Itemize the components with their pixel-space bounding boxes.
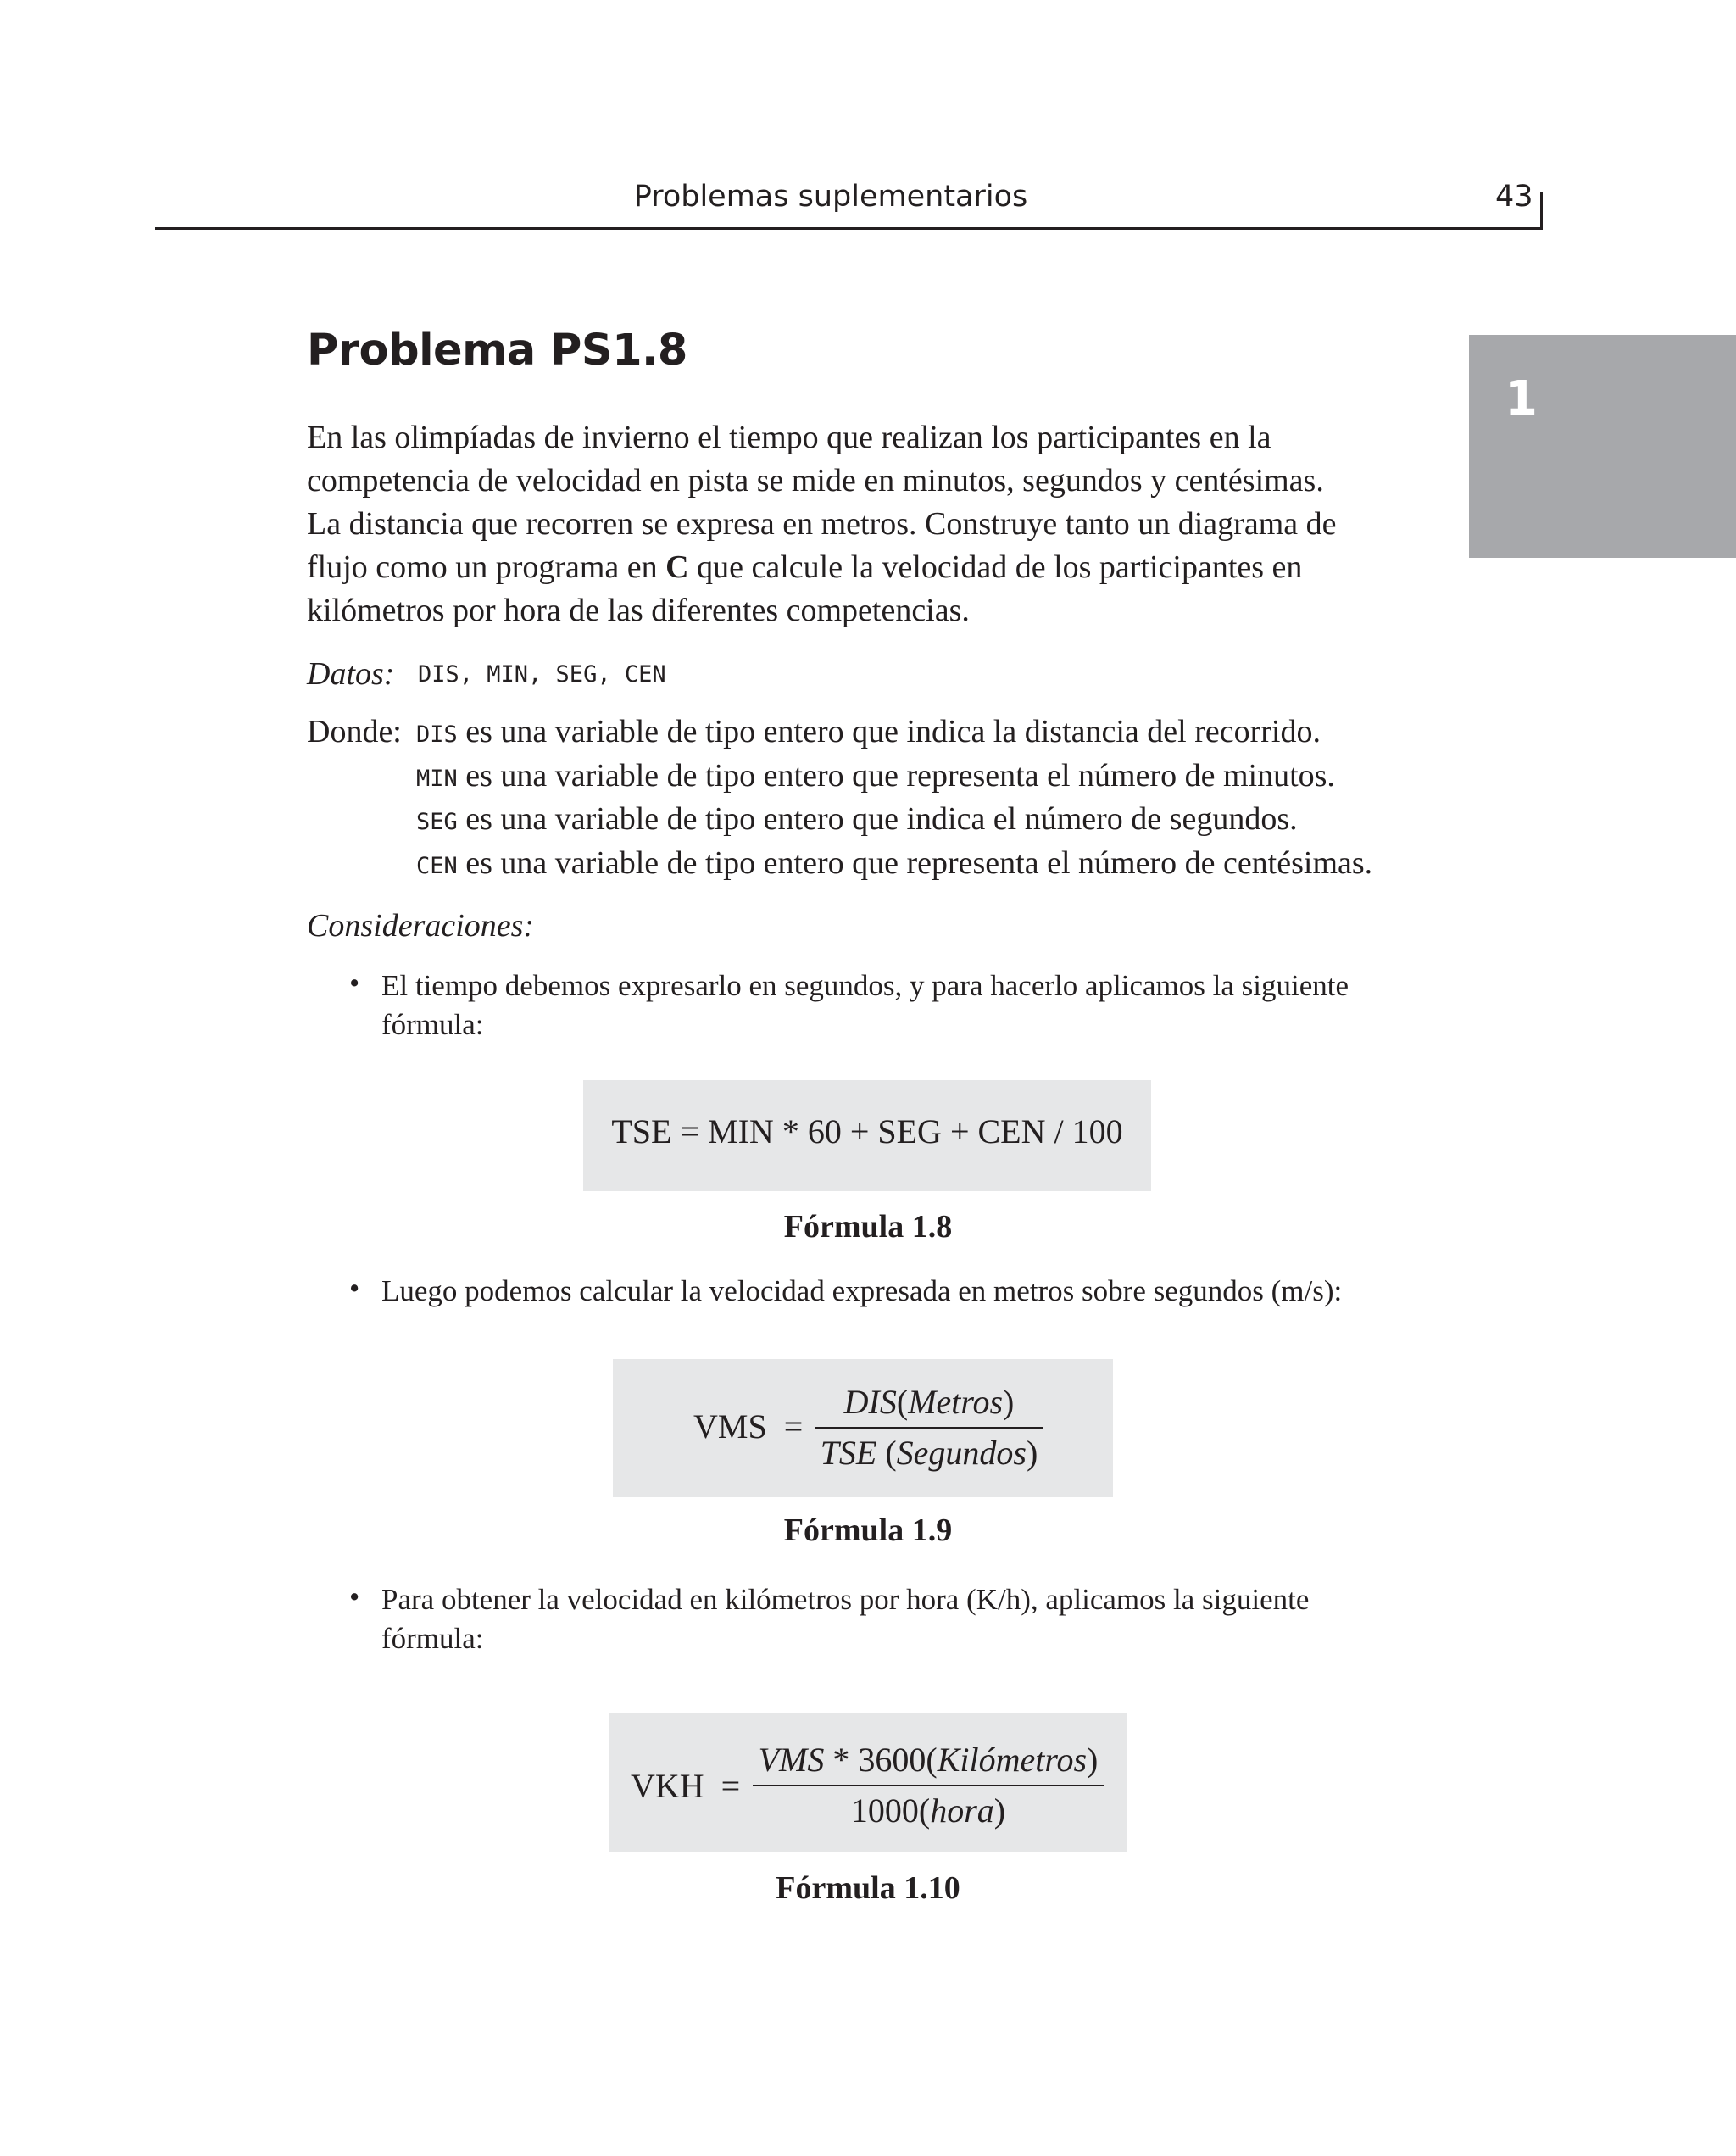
chapter-tab-number: 1 [1505,371,1538,426]
variable-name: SEG [416,809,458,835]
intro-line: kilómetros por hora de las diferentes competencias. [307,593,970,628]
bullet-line: Luego podemos calcular la velocidad expresada en metros sobre segundos (m/s): [381,1274,1343,1307]
intro-text: que calcule la velocidad de los participantes en [688,549,1303,585]
formula-1-8-expression: TSE = MIN * 60 + SEG + CEN / 100 [611,1112,1123,1150]
variable-definition [416,800,1298,838]
page-number: 43 [1495,180,1533,214]
formula-caption: Fórmula 1.9 [783,1513,953,1548]
variable-description: es una variable de tipo entero que representa el número de minutos. [457,758,1335,794]
formula-1-9-lhs [693,1407,803,1446]
numerator-operator: * 3600 [824,1741,926,1779]
bullet-line: El tiempo debemos expresarlo en segundos, y para hacerlo aplicamos la siguiente [381,969,1349,1002]
bullet-line: fórmula: [381,1008,484,1041]
header-rule [155,227,1543,230]
formula-1-10-denominator: 1000(hora) [850,1791,1006,1830]
formula-lhs-symbol: VKH [631,1767,704,1805]
bullet-text [381,1580,1424,1658]
fraction-bar [753,1785,1104,1786]
formula-1-10-lhs [631,1766,740,1806]
chapter-tab [1469,335,1736,558]
numerator-unit: Kilómetros [937,1741,1088,1779]
equals-sign: = [783,1407,804,1446]
formula-1-10-numerator: VMS * 3600(Kilómetros) [758,1741,1099,1779]
intro-line: La distancia que recorren se expresa en metros. Construye tanto un diagrama de [307,506,1337,542]
variable-description: es una variable de tipo entero que indica el número de segundos. [457,801,1298,837]
formula-caption: Fórmula 1.8 [783,1209,953,1245]
variable-name: CEN [416,853,458,879]
donde-label: Donde: [307,714,402,749]
fraction-bar [815,1427,1043,1429]
formula-1-9-denominator: TSE (Segundos) [820,1434,1038,1472]
problem-title: Problema PS1.8 [307,326,687,376]
intro-text: flujo como un programa en [307,549,666,585]
variable-name: DIS [416,721,458,748]
numerator-variable: DIS [843,1383,897,1421]
consideraciones-label: Consideraciones: [307,908,535,944]
equals-sign: = [721,1767,741,1805]
bullet-line: fórmula: [381,1622,484,1655]
denominator-value: 1000 [850,1791,919,1830]
numerator-unit: Metros [908,1383,1004,1421]
running-header-title: Problemas suplementarios [633,180,1028,214]
formula-lhs-symbol: VMS [693,1407,767,1446]
language-name: C [665,549,689,585]
bullet-marker: • [349,1580,360,1613]
bullet-marker: • [349,967,360,1000]
datos-label: Datos: [307,656,395,692]
variable-definition [416,713,1321,750]
intro-line: En las olimpíadas de invierno el tiempo que realizan los participantes en la [307,420,1271,455]
variable-definition [416,757,1335,794]
denominator-variable: TSE [820,1434,877,1472]
bullet-marker: • [349,1272,360,1305]
intro-line: competencia de velocidad en pista se mide en minutos, segundos y centésimas. [307,463,1324,499]
variable-name: MIN [416,766,458,792]
variable-description: es una variable de tipo entero que indica la distancia del recorrido. [457,714,1321,749]
numerator-variable: VMS [758,1741,825,1779]
formula-caption: Fórmula 1.10 [776,1870,960,1906]
variable-definition [416,844,1372,882]
bullet-text [381,967,1424,1045]
formula-1-9-numerator: DIS(Metros) [843,1383,1015,1421]
denominator-unit: Segundos [896,1434,1027,1472]
bullet-text [381,1272,1424,1311]
intro-line [307,546,1434,589]
header-rule-tick [1540,192,1543,230]
bullet-line: Para obtener la velocidad en kilómetros por hora (K/h), aplicamos la siguiente [381,1583,1310,1616]
variable-description: es una variable de tipo entero que representa el número de centésimas. [457,845,1373,881]
denominator-unit: hora [930,1791,994,1830]
datos-variables: DIS, MIN, SEG, CEN [418,661,666,688]
intro-paragraph [307,416,1434,632]
